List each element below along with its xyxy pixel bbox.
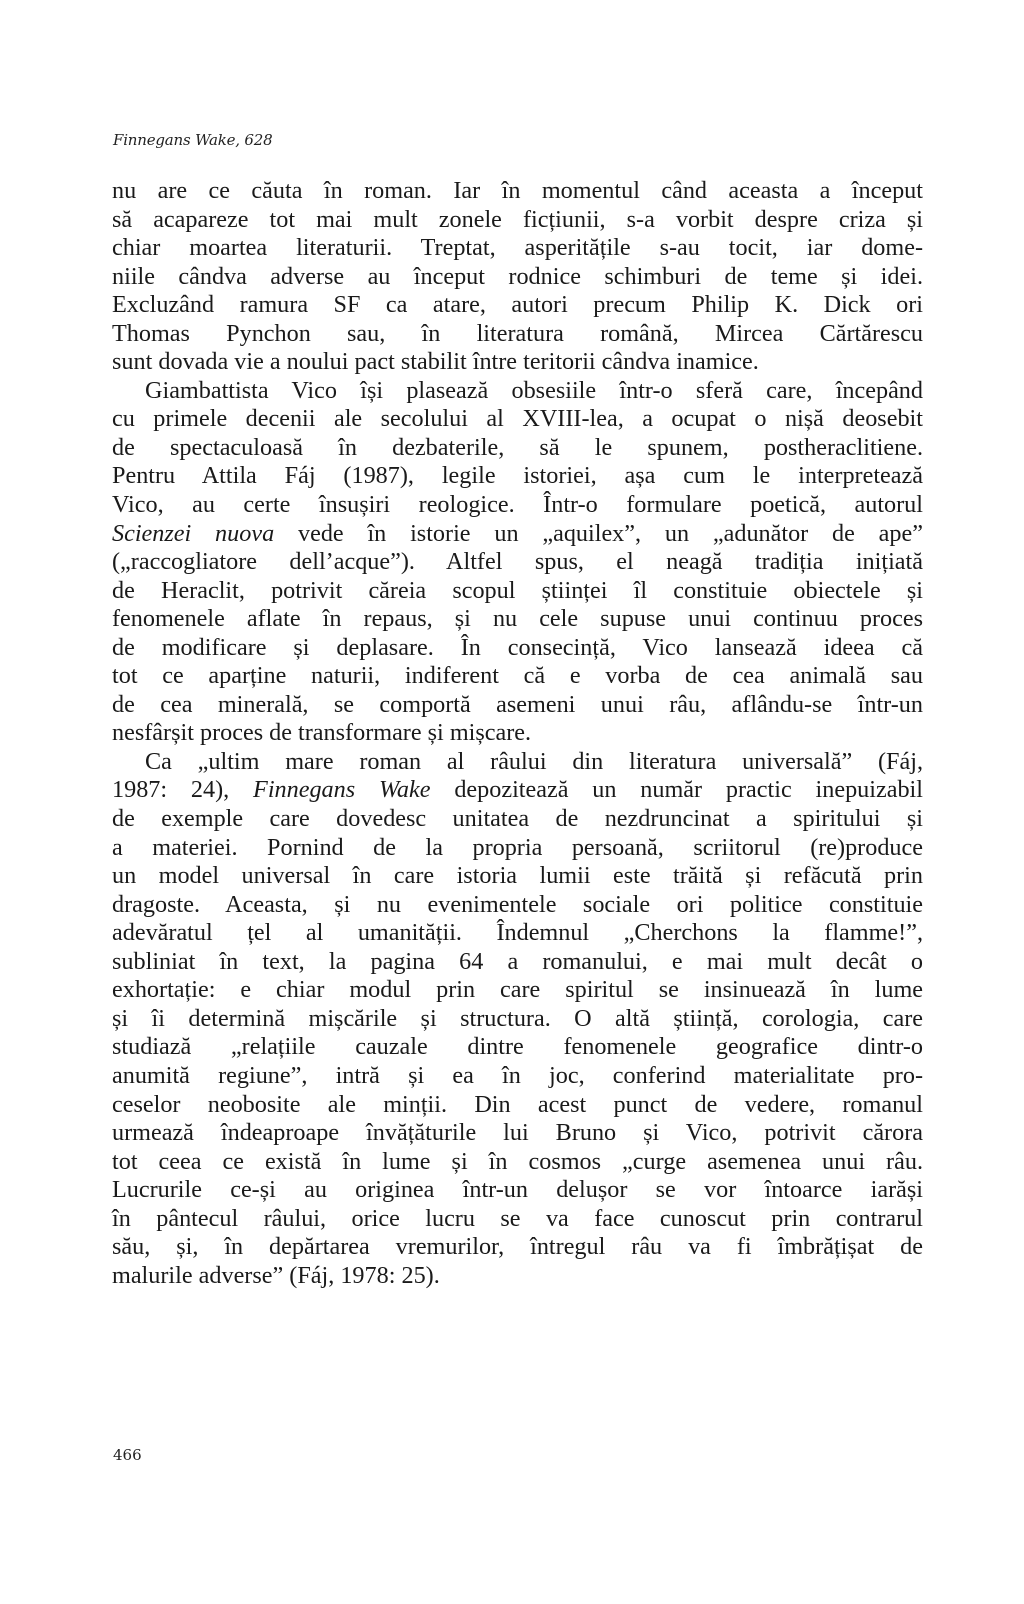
text-line: un model universal în care istoria lumii este trăită și refăcută prin	[112, 862, 923, 890]
text-line: adevăratul țel al umanității. Îndemnul „Cherchons la flamme!”,	[112, 919, 923, 947]
paragraph-2	[112, 377, 923, 748]
text-span: 1987: 24),	[112, 776, 254, 804]
text-line: de exemple care dovedesc unitatea de nezdruncinat a spiritului și	[112, 805, 923, 833]
paragraph-3	[112, 748, 923, 1290]
text-line: exhortație: e chiar modul prin care spiritul se insinuează în lume	[112, 976, 923, 1004]
text-line: și îi determină mișcările și structura. O altă știință, corologia, care	[112, 1004, 923, 1032]
text-line	[112, 520, 923, 549]
text-line: Ca „ultim mare roman al râului din literatura universală” (Fáj,	[145, 747, 923, 775]
text-line: malurile adverse” (Fáj, 1978: 25).	[112, 1261, 440, 1289]
text-line: subliniat în text, la pagina 64 a romanului, e mai mult decât o	[112, 947, 923, 975]
text-line: în pântecul râului, orice lucru se va face cunoscut prin contrarul	[112, 1204, 923, 1232]
italic-title: Finnegans Wake	[253, 776, 431, 804]
text-line: fenomenele aflate în repaus, și nu cele supuse unui continuu proces	[112, 605, 923, 633]
text-line: studiază „relațiile cauzale dintre fenomenele geografice dintr-o	[112, 1033, 923, 1061]
text-line: anumită regiune”, intră și ea în joc, conferind materialitate pro-	[112, 1061, 923, 1089]
text-line: Excluzând ramura SF ca atare, autori precum Philip K. Dick ori	[112, 291, 923, 319]
text-line: Pentru Attila Fáj (1987), legile istoriei, așa cum le interpretează	[112, 462, 923, 490]
text-line: tot ceea ce există în lume și în cosmos „curge asemenea unui râu.	[112, 1147, 923, 1175]
text-line: urmează îndeaproape învățăturile lui Bruno și Vico, potrivit cărora	[112, 1119, 923, 1147]
text-line	[112, 776, 923, 805]
text-line: tot ce aparține naturii, indiferent că e vorba de cea animală sau	[112, 662, 923, 690]
text-line: a materiei. Pornind de la propria persoană, scriitorul (re)produce	[112, 833, 923, 861]
text-line: de cea minerală, se comportă asemeni unui râu, aflându-se într-un	[112, 690, 923, 718]
text-line: niile cândva adverse au început rodnice schimburi de teme și idei.	[112, 262, 923, 290]
text-line: de spectaculoasă în dezbaterile, să le spunem, postheraclitiene.	[112, 433, 923, 461]
text-line: de modificare și deplasare. În consecință, Vico lansează ideea că	[112, 633, 923, 661]
text-line: nu are ce căuta în roman. Iar în momentul când aceasta a început	[112, 177, 923, 204]
text-span: depozitează un număr practic inepuizabil	[430, 776, 923, 804]
text-line: cu primele decenii ale secolului al XVIII-lea, a ocupat o nișă deosebit	[112, 405, 923, 433]
page-number: 466	[113, 1446, 142, 1464]
italic-title: Scienzei nuova	[112, 519, 275, 547]
text-line: său, și, în depărtarea vremurilor, întregul râu va fi îmbrățișat de	[112, 1233, 923, 1261]
text-line: sunt dovada vie a noului pact stabilit între teritorii cândva inamice.	[112, 348, 759, 376]
text-line: Lucrurile ce-și au originea într-un delușor se vor întoarce iarăși	[112, 1176, 923, 1204]
running-header: Finnegans Wake, 628	[113, 131, 273, 149]
paragraph-1	[112, 177, 923, 377]
text-line: de Heraclit, potrivit căreia scopul științei îl constituie obiectele și	[112, 576, 923, 604]
text-span: vede în istorie un „aquilex”, un „adunător de ape”	[274, 519, 923, 547]
text-line: dragoste. Aceasta, și nu evenimentele sociale ori politice constituie	[112, 890, 923, 918]
text-line: nesfârșit proces de transformare și mișcare.	[112, 719, 532, 747]
text-line: Thomas Pynchon sau, în literatura română, Mircea Cărtărescu	[112, 319, 923, 347]
text-line: Giambattista Vico își plasează obsesiile într-o sferă care, începând	[145, 376, 923, 404]
text-line: să acapareze tot mai mult zonele ficțiunii, s-a vorbit despre criza și	[112, 205, 923, 233]
text-line: Vico, au certe însușiri reologice. Într-o formulare poetică, autorul	[112, 491, 923, 519]
text-line: ceselor neobosite ale minții. Din acest punct de vedere, romanul	[112, 1090, 923, 1118]
body-text	[112, 177, 923, 1290]
text-line: chiar moartea literaturii. Treptat, asperitățile s-au tocit, iar dome-	[112, 234, 923, 262]
text-line: („raccogliatore dell’acque”). Altfel spus, el neagă tradiția inițiată	[112, 548, 923, 576]
